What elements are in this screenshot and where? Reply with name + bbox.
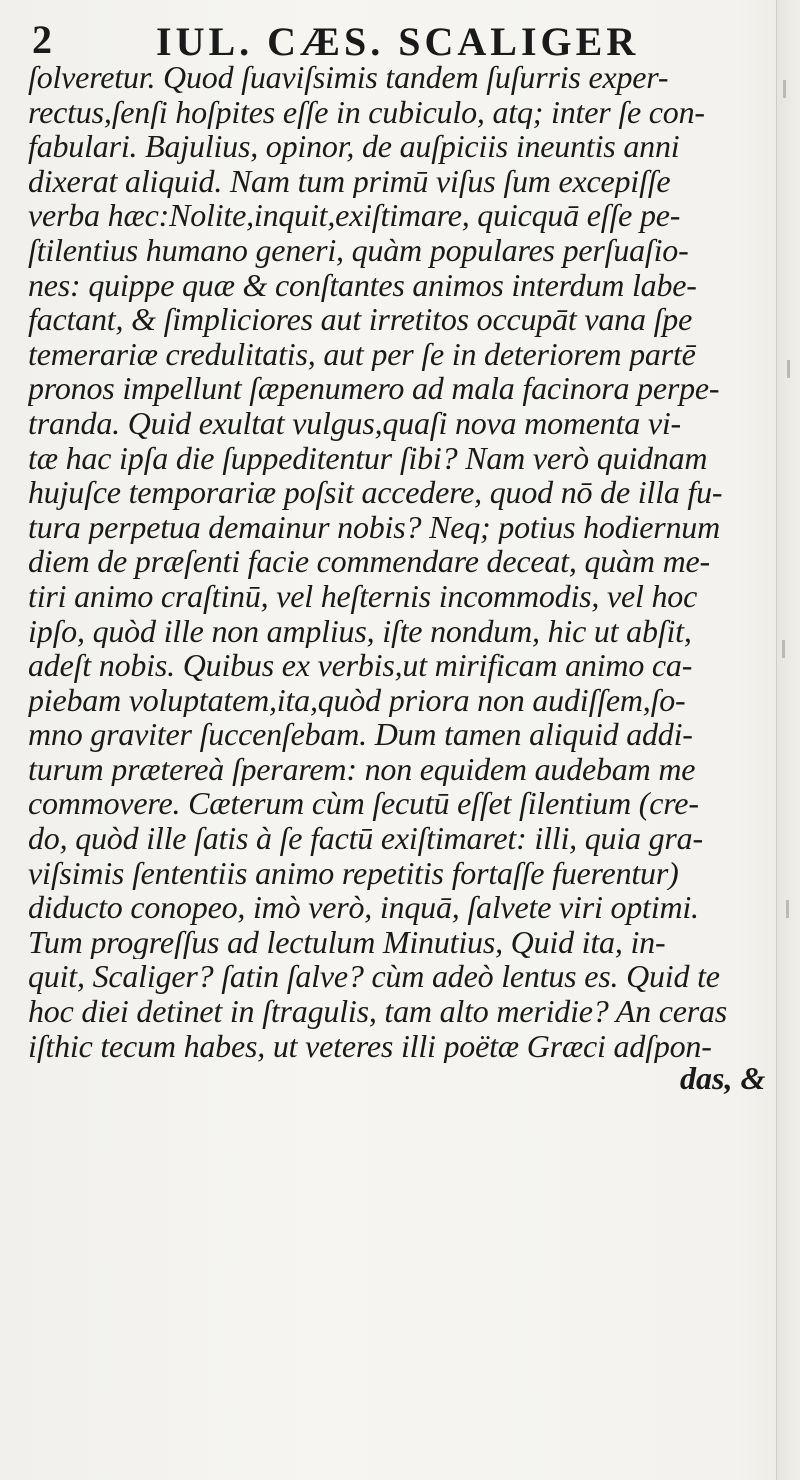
page-number: 2	[32, 17, 52, 62]
text-line: mno graviter ſuccenſebam. Dum tamen aliquid addi-	[28, 717, 693, 752]
page-header	[28, 14, 788, 64]
text-line: Tum progreſſus ad lectulum Minutius, Quid ita, in-	[28, 924, 666, 960]
text-line: verba hæc:Nolite,inquit,exiſtimare, quicquā eſſe pe-	[28, 198, 681, 233]
gutter-mark	[783, 80, 786, 98]
text-line: temerariæ credulitatis, aut per ſe in deteriorem partē	[28, 336, 696, 372]
body-text	[28, 60, 770, 1063]
text-line: factant, & ſimpliciores aut irretitos occupāt vana ſpe	[28, 302, 693, 337]
text-line: nes: quippe quæ & conſtantes animos interdum labe-	[28, 267, 697, 303]
text-line: pronos impellunt ſæpenumero ad mala facinora perpe-	[28, 371, 720, 406]
text-line: piebam voluptatem,ita,quòd priora non audiſſem,ſo-	[28, 682, 686, 718]
text-line: turum prætereà ſperarem: non equidem audebam me	[28, 751, 696, 787]
text-line: tranda. Quid exultat vulgus,quaſi nova momenta vi-	[28, 405, 682, 441]
text-line: diem de præſenti facie commendare deceat, quàm me-	[28, 544, 710, 579]
text-line: rectus,ſenſi hoſpites eſſe in cubiculo, atq; inter ſe con-	[28, 94, 705, 130]
text-line: fabulari. Bajulius, opinor, de auſpiciis ineuntis anni	[28, 129, 680, 164]
text-line: hujuſce temporariæ poſsit accedere, quod nō de illa fu-	[28, 475, 723, 510]
text-line: iſthic tecum habes, ut veteres illi poëtæ Græci adſpon-	[28, 1028, 712, 1064]
text-line: viſsimis ſententiis animo repetitis fortaſſe fuerentur)	[28, 855, 679, 891]
text-line: tæ hac ipſa die ſuppeditentur ſibi? Nam verò quidnam	[28, 440, 708, 476]
text-line: tura perpetua demainur nobis? Neq; potius hodiernum	[28, 509, 720, 545]
gutter-mark	[786, 900, 789, 918]
running-head: IUL. CÆS. SCALIGER	[156, 19, 640, 64]
text-line: ipſo, quòd ille non amplius, iſte nondum, hic ut abſit,	[28, 613, 692, 649]
text-line: tiri animo craſtinū, vel heſternis incommodis, vel hoc	[28, 578, 698, 614]
text-line: ſtilentius humano generi, quàm populares perſuaſio-	[28, 232, 689, 268]
text-line: adeſt nobis. Quibus ex verbis,ut mirificam animo ca-	[28, 648, 693, 683]
text-line: commovere. Cæterum cùm ſecutū eſſet ſilentium (cre-	[28, 786, 699, 822]
text-line: do, quòd ille ſatis à ſe factū exiſtimaret: illi, quia gra-	[28, 821, 703, 856]
gutter-mark	[787, 360, 790, 378]
text-line: ſolveretur. Quod ſuaviſsimis tandem ſuſurris exper-	[28, 60, 669, 95]
gutter-mark	[782, 640, 785, 658]
text-line: quit, Scaliger? ſatin ſalve? cùm adeò lentus es. Quid te	[28, 959, 720, 995]
catchword: das, &	[680, 1060, 766, 1096]
binding-gutter	[776, 0, 800, 1480]
text-line: diducto conopeo, imò verò, inquā, ſalvete viri optimi.	[28, 890, 699, 925]
text-line: dixerat aliquid. Nam tum primū viſus ſum excepiſſe	[28, 163, 671, 199]
text-line: hoc diei detinet in ſtragulis, tam alto meridie? An ceras	[28, 994, 728, 1029]
